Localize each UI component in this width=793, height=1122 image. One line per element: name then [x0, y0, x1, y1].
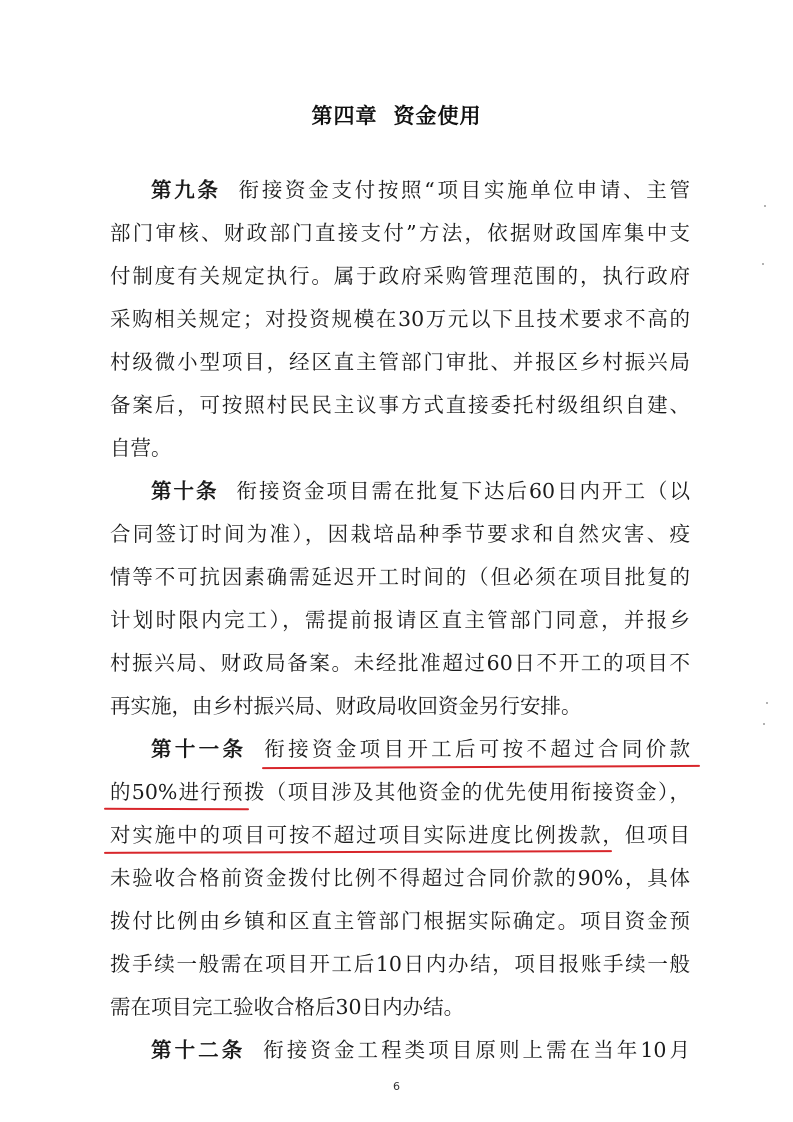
article-11-line: 需在项目完工验收合格后30日内办结。 [110, 995, 465, 1019]
article-9-line: 部门审核、财政部门直接支付”方法，依据财政国库集中支 [110, 221, 690, 245]
article-11-line: 第十一条 衔接资金项目开工后可按不超过合同价款 [151, 737, 691, 761]
scan-speck [762, 263, 764, 265]
article-10-line: 情等不可抗因素确需延迟开工时间的（但必须在项目批复的 [110, 565, 690, 589]
article-11-line: 对实施中的项目可按不超过项目实际进度比例拨款，但项目 [110, 823, 690, 847]
article-9-line: 第九条 衔接资金支付按照“项目实施单位申请、主管 [151, 178, 691, 202]
article-9-line: 自营。 [110, 436, 172, 460]
page-number: 6 [393, 1080, 400, 1093]
article-10-line: 计划时限内完工），需提前报请区直主管部门同意，并报乡 [110, 608, 690, 632]
chapter-number: 第四章 [311, 104, 378, 128]
article-10-label: 第十条 [151, 479, 219, 503]
scan-speck [766, 702, 768, 704]
article-11-line: 的50%进行预拨（项目涉及其他资金的优先使用衔接资金）， [110, 780, 690, 804]
red-underline-mark [104, 850, 612, 854]
article-11-line: 拨手续一般需在项目开工后10日内办结，项目报账手续一般 [110, 952, 690, 976]
article-10-line: 村振兴局、财政局备案。未经批准超过60日不开工的项目不 [110, 651, 690, 675]
article-10-line: 第十条 衔接资金项目需在批复下达后60日内开工（以 [151, 479, 691, 503]
article-11-line: 拨付比例由乡镇和区直主管部门根据实际确定。项目资金预 [110, 909, 690, 933]
article-9-line: 备案后，可按照村民民主议事方式直接委托村级组织自建、 [110, 393, 690, 417]
article-9-label: 第九条 [151, 178, 221, 202]
scan-speck [764, 205, 766, 207]
article-11-line: 未验收合格前资金拨付比例不得超过合同价款的90%，具体 [110, 866, 690, 890]
scan-speck [763, 723, 765, 725]
article-9-line: 采购相关规定；对投资规模在30万元以下且技术要求不高的 [110, 307, 690, 331]
chapter-title: 资金使用 [393, 104, 482, 128]
article-9-line: 付制度有关规定执行。属于政府采购管理范围的，执行政府 [110, 264, 690, 288]
article-12-label: 第十二条 [151, 1038, 246, 1062]
article-10-line: 合同签订时间为准），因栽培品种季节要求和自然灾害、疫 [110, 522, 690, 546]
article-11-label: 第十一条 [151, 737, 247, 761]
article-10-line: 再实施，由乡村振兴局、财政局收回资金另行安排。 [110, 694, 582, 718]
red-underline-mark [104, 808, 249, 811]
article-12-line: 第十二条 衔接资金工程类项目原则上需在当年10月 [151, 1038, 691, 1062]
article-9-line: 村级微小型项目，经区直主管部门审批、并报区乡村振兴局 [110, 350, 690, 374]
chapter-heading [0, 100, 793, 130]
